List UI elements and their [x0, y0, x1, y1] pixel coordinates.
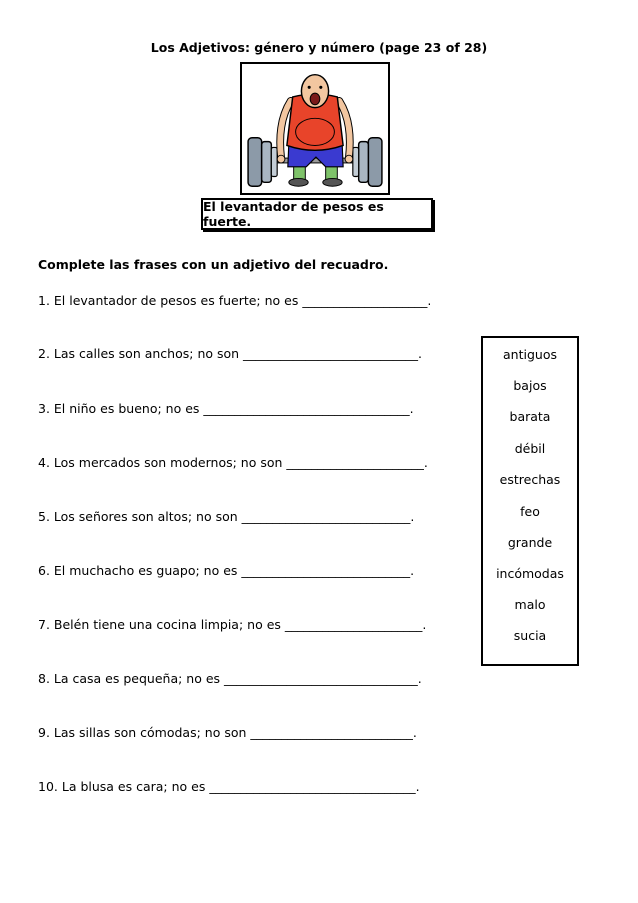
word-bank-item: estrechas	[499, 472, 561, 487]
word-bank-item: sucia	[513, 628, 547, 643]
sentence-6: 6. El muchacho es guapo; no es ___________________________.	[38, 563, 415, 578]
sentence-1: 1. El levantador de pesos es fuerte; no es ____________________.	[38, 293, 432, 308]
weightlifter-illustration	[240, 62, 390, 195]
sentence-7: 7. Belén tiene una cocina limpia; no es ______________________.	[38, 617, 427, 632]
sentence-2: 2. Las calles son anchos; no son ____________________________.	[38, 346, 423, 361]
word-bank-item: malo	[514, 597, 546, 612]
word-bank-item: bajos	[513, 378, 547, 393]
word-bank-item: débil	[514, 441, 546, 456]
word-bank-item: antiguos	[503, 347, 557, 362]
sentence-3: 3. El niño es bueno; no es _________________________________.	[38, 401, 414, 416]
sentence-8: 8. La casa es pequeña; no es _______________________________.	[38, 671, 422, 686]
weightlifter-icon	[242, 64, 388, 193]
sentence-10: 10. La blusa es cara; no es _________________________________.	[38, 779, 420, 794]
caption-box: El levantador de pesos es fuerte.	[201, 198, 433, 230]
instructions: Complete las frases con un adjetivo del recuadro.	[38, 257, 389, 272]
word-bank-item: grande	[507, 535, 553, 550]
sentence-4: 4. Los mercados son modernos; no son ______________________.	[38, 455, 428, 470]
sentence-5: 5. Los señores son altos; no son ___________________________.	[38, 509, 415, 524]
word-bank-item: incómodas	[496, 566, 564, 581]
word-bank	[481, 336, 579, 666]
sentence-9: 9. Las sillas son cómodas; no son __________________________.	[38, 725, 417, 740]
word-bank-item: feo	[520, 504, 540, 519]
page-title: Los Adjetivos: género y número (page 23 of 28)	[150, 40, 488, 55]
word-bank-item: barata	[509, 409, 551, 424]
